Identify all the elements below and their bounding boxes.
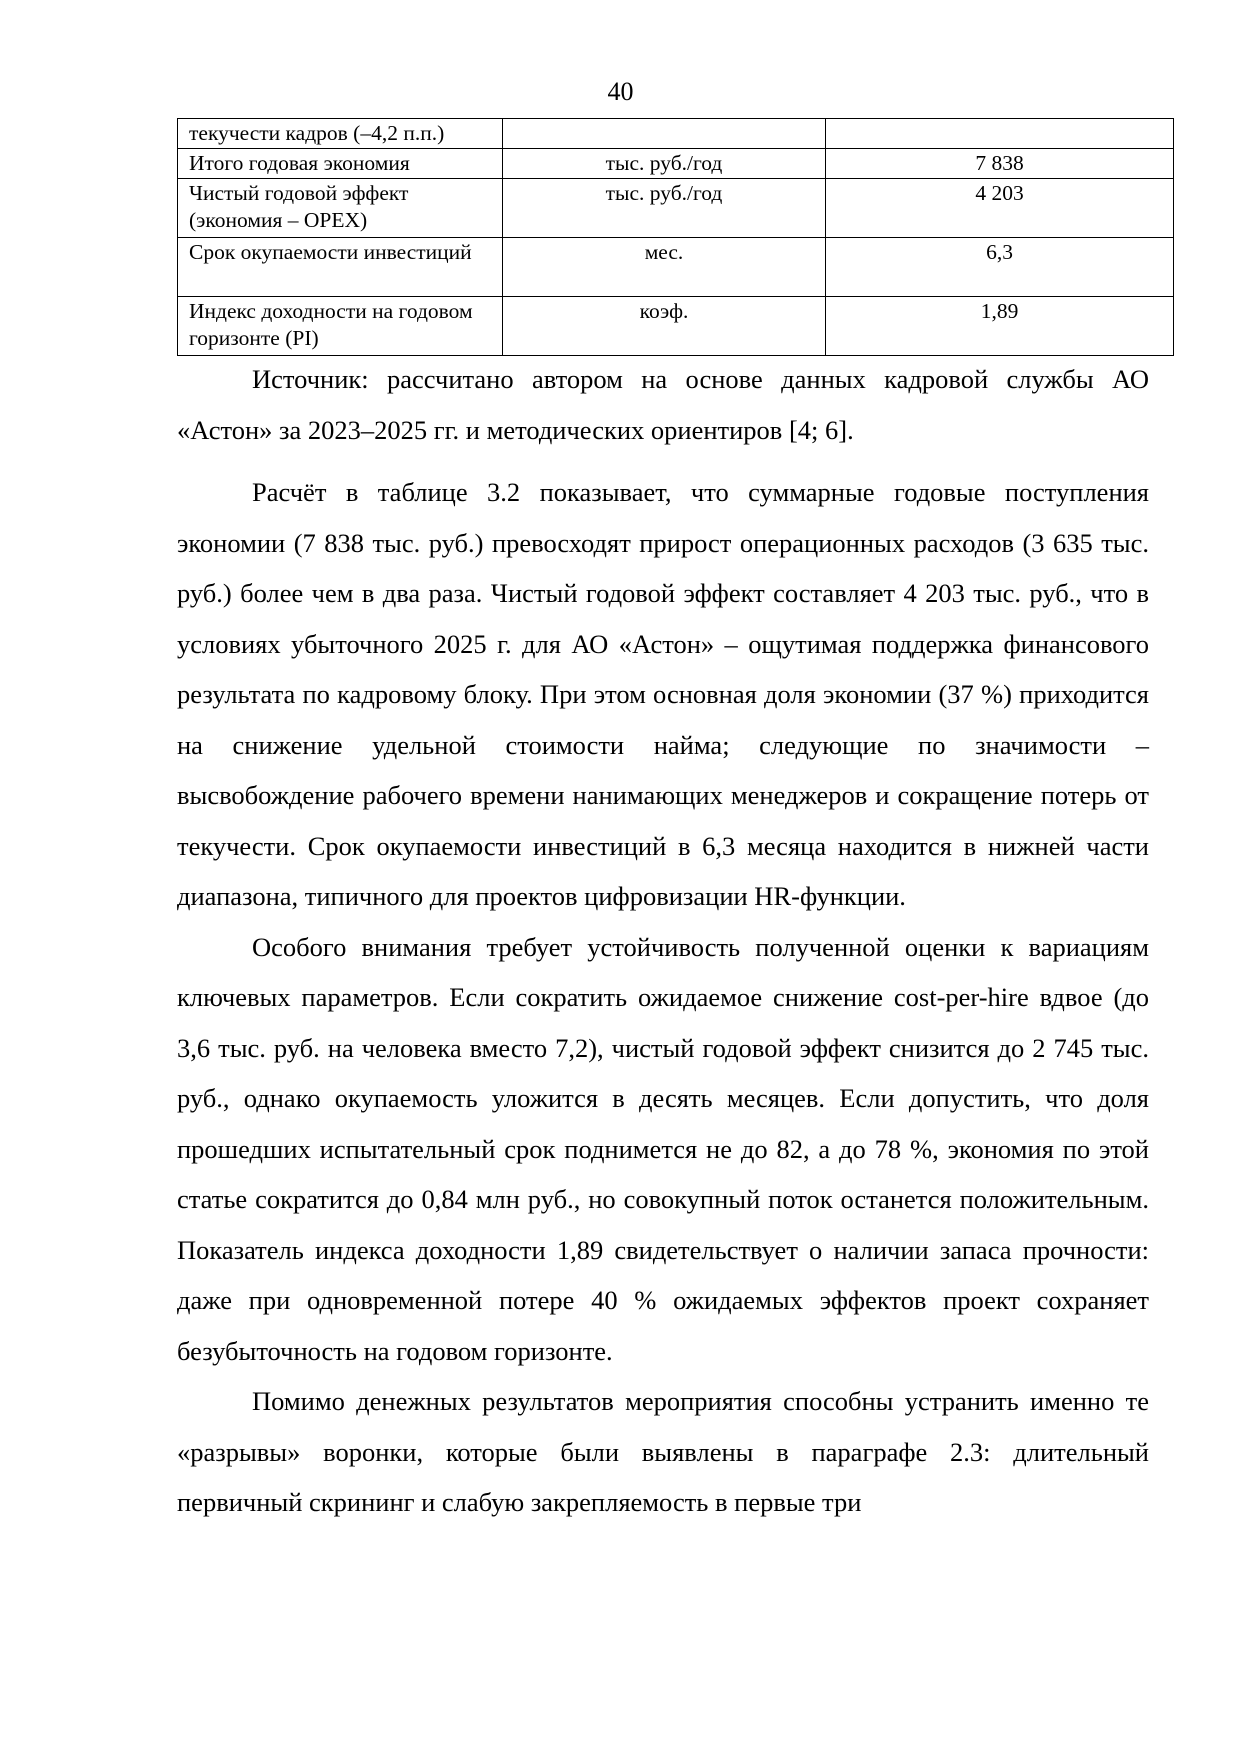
table-cell-indicator: текучести кадров (–4,2 п.п.) <box>178 119 503 149</box>
table-cell-unit: коэф. <box>503 297 826 356</box>
table-row <box>178 179 1174 238</box>
source-note-text: Источник: рассчитано автором на основе данных кадровой службы АО «Астон» за 2023–2025 гг. и методических ориентиров [4; 6]. <box>177 364 1149 445</box>
table-cell-unit <box>503 119 826 149</box>
table-cell-indicator: Чистый годовой эффект (экономия – OPEX) <box>178 179 503 238</box>
table-row <box>178 149 1174 179</box>
table-cell-indicator: Итого годовая экономия <box>178 149 503 179</box>
table-row <box>178 297 1174 356</box>
table-cell-indicator: Срок окупаемости инвестиций <box>178 238 503 297</box>
table-cell-value: 7 838 <box>826 149 1174 179</box>
body-text <box>177 467 1149 1528</box>
paragraph: Расчёт в таблице 3.2 показывает, что суммарные годовые поступления экономии (7 838 тыс. руб.) превосходят прирост операционных расходов (3 635 тыс. руб.) более чем в два раза. Чистый годовой эффект составляет 4 203 тыс. руб., что в условиях убыточного 2025 г. для АО «Астон» – ощутимая поддержка финансового результата по кадровому блоку. При этом основная доля экономии (37 %) приходится на снижение удельной стоимости найма; следующие по значимости – высвобождение рабочего времени нанимающих менеджеров и сокращение потерь от текучести. Срок окупаемости инвестиций в 6,3 месяца находится в нижней части диапазона, типичного для проектов цифровизации HR-функции. <box>177 477 1149 911</box>
table-cell-value <box>826 119 1174 149</box>
table-cell-value: 1,89 <box>826 297 1174 356</box>
table-cell-unit: тыс. руб./год <box>503 179 826 238</box>
table-cell-unit: тыс. руб./год <box>503 149 826 179</box>
page-number: 40 <box>607 77 634 106</box>
paragraph: Особого внимания требует устойчивость полученной оценки к вариациям ключевых параметров. Если сократить ожидаемое снижение cost-per-hire вдвое (до 3,6 тыс. руб. на человека вместо 7,2), чистый годовой эффект снизится до 2 745 тыс. руб., однако окупаемость уложится в десять месяцев. Если допустить, что доля прошедших испытательный срок поднимется не до 82, а до 78 %, экономия по этой статье сократится до 0,84 млн руб., но совокупный поток останется положительным. Показатель индекса доходности 1,89 свидетельствует о наличии запаса прочности: даже при одновременной потере 40 % ожидаемых эффектов проект сохраняет безубыточность на годовом горизонте. <box>177 931 1149 1366</box>
paragraph: Помимо денежных результатов мероприятия способны устранить именно те «разрывы» воронки, которые были выявлены в параграфе 2.3: длительный первичный скрининг и слабую закрепляемость в первые три <box>177 1386 1149 1517</box>
table-row <box>178 119 1174 149</box>
table-cell-value: 4 203 <box>826 179 1174 238</box>
table-cell-unit: мес. <box>503 238 826 297</box>
table-cell-indicator: Индекс доходности на годовом горизонте (PI) <box>178 297 503 356</box>
table-cell-value: 6,3 <box>826 238 1174 297</box>
results-table <box>177 118 1174 356</box>
table-source-note <box>177 354 1149 456</box>
table-row <box>178 238 1174 297</box>
